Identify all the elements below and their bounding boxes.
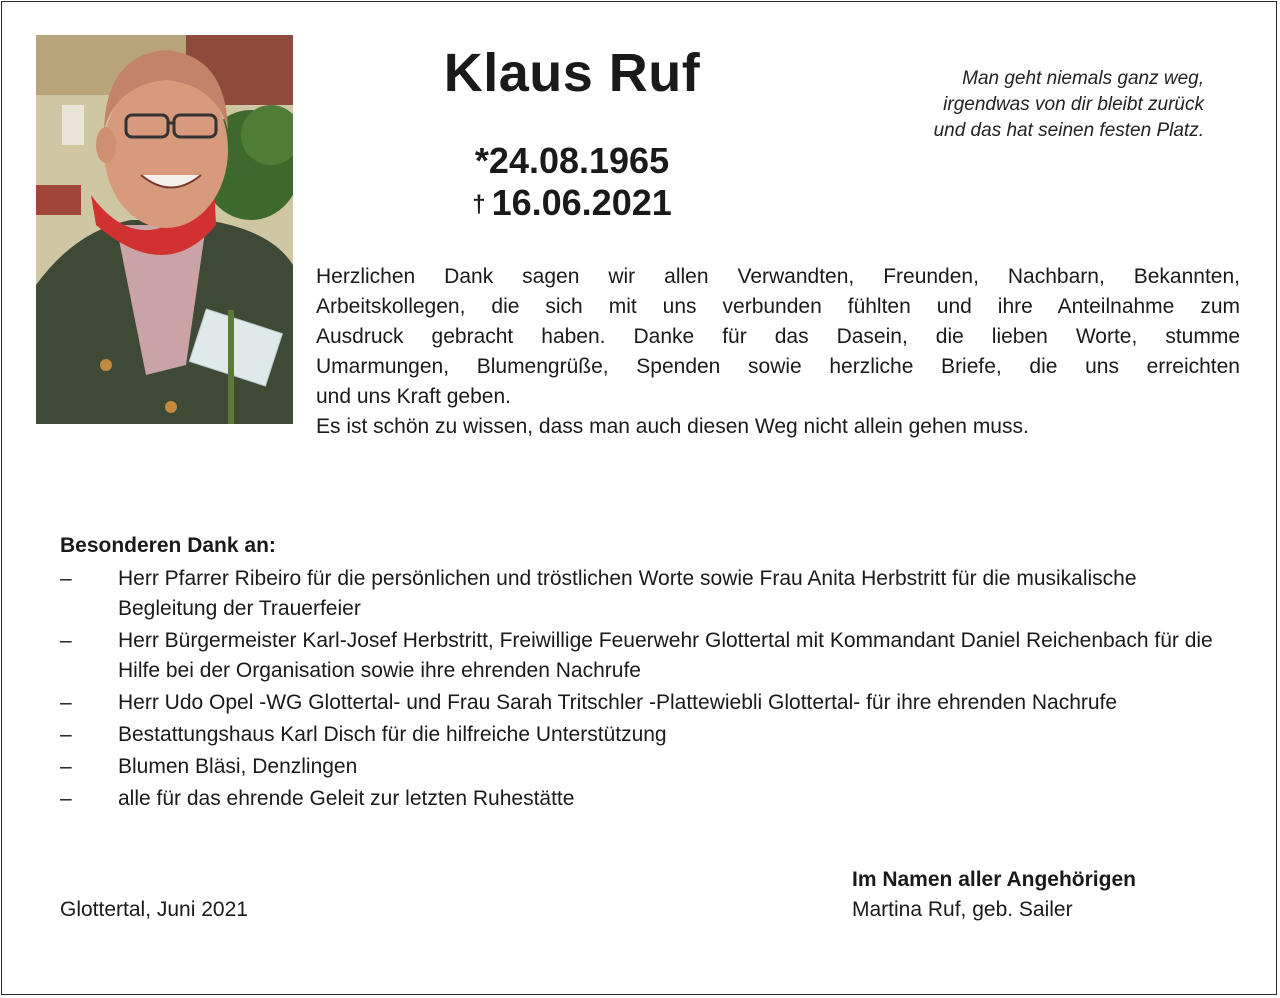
cross-icon: † (472, 191, 486, 218)
list-item-text: Herr Bürgermeister Karl-Josef Herbstritt, Freiwillige Feuerwehr Glottertal mit Kommandant Daniel Reichenbach für die Hilfe bei der Organisation sowie ihre ehrenden Nachrufe (118, 629, 1213, 682)
thanks-line: Es ist schön zu wissen, dass man auch diesen Weg nicht allein gehen muss. (316, 415, 1029, 438)
signature-heading: Im Namen aller Angehörigen (852, 868, 1136, 891)
thanks-line: Arbeitskollegen, die sich mit uns verbunden fühlten und ihre Anteilnahme zum (316, 295, 1240, 318)
life-dates (382, 140, 762, 226)
birth-date: *24.08.1965 (474, 140, 670, 181)
thanks-paragraph (316, 262, 1240, 442)
thanks-line: Ausdruck gebracht haben. Danke für das Dasein, die lieben Worte, stumme (316, 325, 1240, 348)
list-item (60, 720, 1230, 750)
place-date: Glottertal, Juni 2021 (60, 898, 248, 921)
dash-bullet: – (60, 567, 72, 590)
death-date: 16.06.2021 (491, 182, 672, 223)
thanks-line: Herzlichen Dank sagen wir allen Verwandten, Freunden, Nachbarn, Bekannten, (316, 265, 1240, 288)
list-item (60, 752, 1230, 782)
memorial-quote (832, 66, 1204, 144)
list-item (60, 626, 1230, 686)
list-item (60, 564, 1230, 624)
list-item-text: Bestattungshaus Karl Disch für die hilfreiche Unterstützung (118, 723, 667, 746)
obituary-notice (1, 1, 1277, 995)
dash-bullet: – (60, 755, 72, 778)
list-item-text: Blumen Bläsi, Denzlingen (118, 755, 358, 778)
list-item (60, 688, 1230, 718)
special-thanks-title: Besonderen Dank an: (60, 534, 276, 557)
special-thanks-list (60, 564, 1230, 816)
quote-line: irgendwas von dir bleibt zurück (943, 94, 1204, 115)
thanks-line: Umarmungen, Blumengrüße, Spenden sowie herzliche Briefe, die uns erreichten (316, 355, 1240, 378)
portrait-photo (36, 35, 293, 424)
death-date-line (382, 182, 762, 226)
dash-bullet: – (60, 723, 72, 746)
quote-line: Man geht niemals ganz weg, (962, 68, 1204, 89)
thanks-line: und uns Kraft geben. (316, 385, 511, 408)
quote-line: und das hat seinen festen Platz. (933, 120, 1204, 141)
list-item-text: Herr Pfarrer Ribeiro für die persönlichen und tröstlichen Worte sowie Frau Anita Herbstritt für die musikalische Begleitung der Trauerfeier (118, 567, 1137, 620)
deceased-name: Klaus Ruf (443, 43, 701, 103)
list-item (60, 784, 1230, 814)
list-item-text: alle für das ehrende Geleit zur letzten Ruhestätte (118, 787, 575, 810)
dash-bullet: – (60, 787, 72, 810)
dash-bullet: – (60, 629, 72, 652)
list-item-text: Herr Udo Opel -WG Glottertal- und Frau Sarah Tritschler -Plattewiebli Glottertal- für ihre ehrenden Nachrufe (118, 691, 1118, 714)
signature-name: Martina Ruf, geb. Sailer (852, 898, 1073, 921)
dash-bullet: – (60, 691, 72, 714)
